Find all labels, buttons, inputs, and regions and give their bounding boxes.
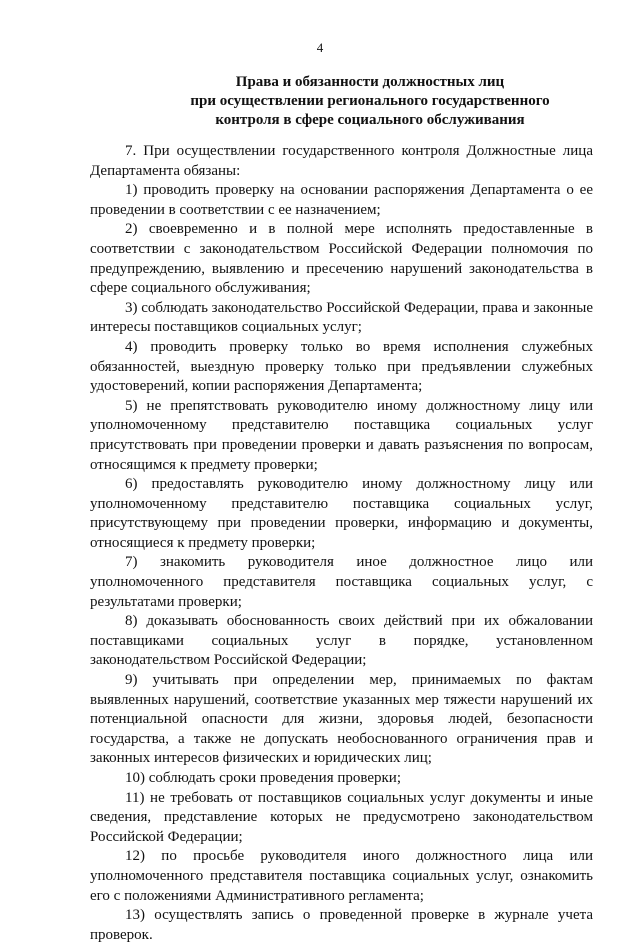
item-text: проводить проверку только во время исполнения служебных обязанностей, выездную проверку только при предъявлении служебных удостоверений, копии распоряжения Департамента; xyxy=(90,338,594,395)
item-text: соблюдать сроки проведения проверки; xyxy=(148,770,402,786)
list-item xyxy=(90,553,593,612)
list-item xyxy=(90,906,593,945)
list-item xyxy=(90,671,593,769)
heading-line: при осуществлении регионального государственного xyxy=(190,93,550,109)
item-text: учитывать при определении мер, принимаемых по фактам выявленных нарушений, соответствие указанных мер тяжести нарушений их потенциальной опасности для жизни, здоровья людей, безопасности государства, а также не допускать необоснованного ограничения прав и законных интересов физических и юридических лиц; xyxy=(90,672,594,767)
item-text: проводить проверку на основании распоряжения Департамента о ее проведении в соответствии с ее назначением; xyxy=(90,182,593,218)
list-item xyxy=(90,769,593,789)
item-number: 8) xyxy=(125,613,138,630)
intro-paragraph: 7. При осуществлении государственного контроля Должностные лица Департамента обязаны: xyxy=(90,143,593,179)
item-text: не требовать от поставщиков социальных услуг документы и иные сведения, представление которых не предусмотрено законодательством Российской Федерации; xyxy=(90,789,593,845)
item-number: 2) xyxy=(125,221,138,238)
item-number: 5) xyxy=(125,397,138,414)
item-number: 10) xyxy=(125,770,145,786)
item-number: 9) xyxy=(125,672,138,689)
list-item xyxy=(90,789,593,848)
document-body xyxy=(90,142,593,945)
item-number: 4) xyxy=(125,338,138,355)
item-number: 3) xyxy=(125,299,138,316)
item-number: 7) xyxy=(125,554,138,571)
heading-line: Права и обязанности должностных лиц xyxy=(235,74,505,90)
item-text: доказывать обоснованность своих действий при их обжаловании поставщиками социальных услуг в порядке, установленном законодательством Российской Федерации; xyxy=(90,613,593,669)
list-item xyxy=(90,220,593,298)
item-number: 11) xyxy=(125,789,145,806)
heading-line: контроля в сфере социального обслуживания xyxy=(215,112,525,128)
item-text: предоставлять руководителю иному должностному лицу или уполномоченному представителю поставщика социальных услуг, присутствующему при проведении проверки, информацию и документы, относящиеся к предмету проверки; xyxy=(90,476,594,551)
item-number: 6) xyxy=(125,476,138,493)
item-number: 1) xyxy=(125,182,138,199)
list-item xyxy=(90,612,593,671)
list-item xyxy=(90,338,593,397)
item-text: знакомить руководителя иное должностное лицо или уполномоченного представителя поставщика социальных услуг, с результатами проверки; xyxy=(90,554,594,610)
list-item xyxy=(90,847,593,906)
item-text: осуществлять запись о проведенной проверке в журнале учета проверок. xyxy=(90,907,594,943)
section-heading xyxy=(90,73,640,130)
item-number: 12) xyxy=(125,848,145,865)
list-item xyxy=(90,181,593,220)
item-text: не препятствовать руководителю иному должностному лицу или уполномоченному представителю поставщика социальных услуг присутствовать при проведении проверки и давать разъяснения по вопросам, относящимся к предмету проверки; xyxy=(90,397,593,473)
list-item xyxy=(90,299,593,338)
list-item xyxy=(90,397,593,475)
item-text: соблюдать законодательство Российской Федерации, права и законные интересы поставщиков социальных услуг; xyxy=(90,299,593,336)
item-text: своевременно и в полной мере исполнять предоставленные в соответствии с законодательством Российской Федерации полномочия по предупреждению, выявлению и пресечению нарушений законодательства в сфере социального обслуживания; xyxy=(90,221,594,297)
list-item xyxy=(90,475,593,553)
page-number: 4 xyxy=(316,40,324,55)
item-text: по просьбе руководителя иного должностного лица или уполномоченного представителя поставщика социальных услуг, ознакомить его с положениями Административного регламента; xyxy=(90,848,593,904)
item-number: 13) xyxy=(125,907,145,924)
